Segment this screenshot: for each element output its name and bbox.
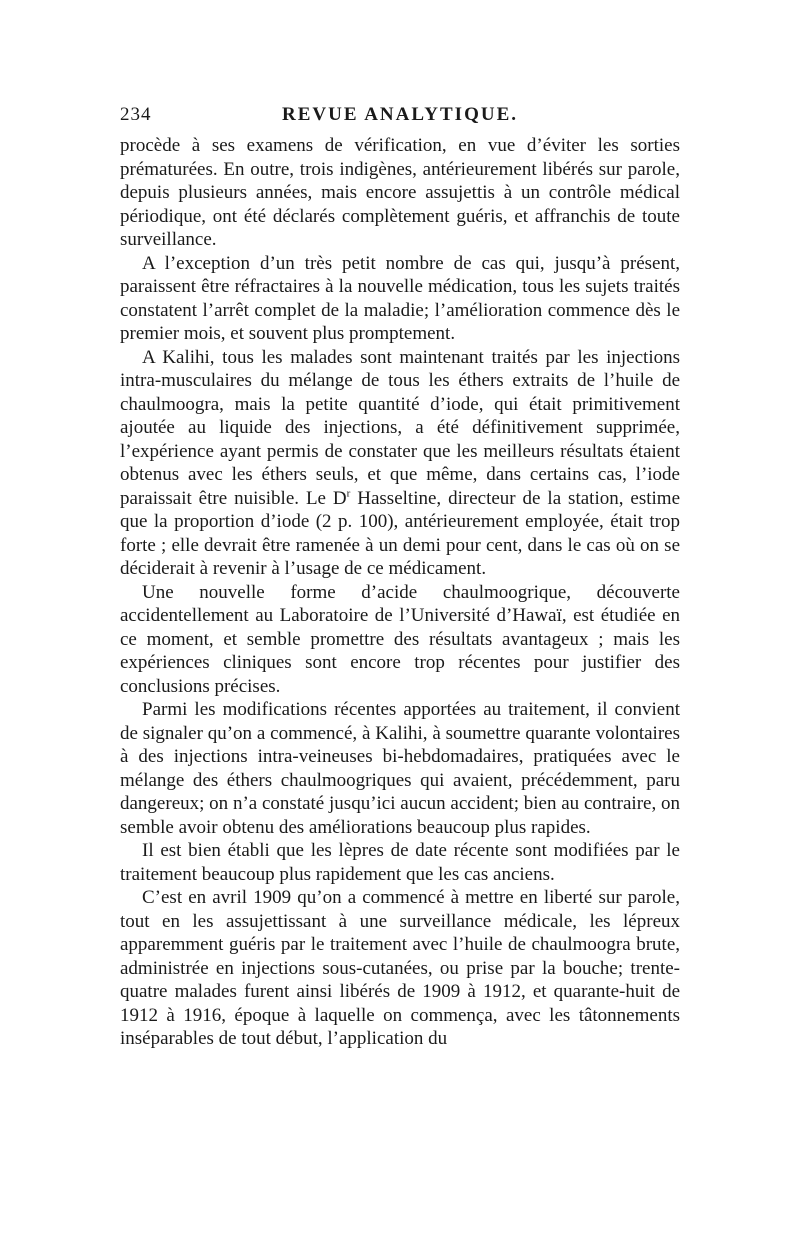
- body-text: [120, 134, 680, 1051]
- paragraph-3-part-1: A Kalihi, tous les malades sont maintenant traités par les injections intra-musculaires du mélange de tous les éthers extraits de l’huile de chaulmoogra, mais la petite quantité d’iode, qui était primitivement ajoutée au liquide des injections, a été définitivement supprimée, l’expérience ayant permis de constater que les meilleurs résultats étaient obtenus avec les éthers seuls, et que même, dans certains cas, l’iode paraissait être nuisible. Le D: [120, 346, 680, 509]
- paragraph-4: Une nouvelle forme d’acide chaulmoogrique, découverte accidentellement au Laboratoire de l’Université d’Hawaï, est étudiée en ce moment, et semble promettre des résultats avantageux ; mais les expériences cliniques sont encore trop récentes pour justifier des conclusions précises.: [120, 581, 680, 697]
- paragraph-5: Parmi les modifications récentes apportées au traitement, il convient de signaler qu’on a commencé, à Kalihi, à soumettre quarante volontaires à des injections intra-veineuses bi-hebdomadaires, pratiquées avec le mélange des éthers chaulmoogriques qui avaient, précédemment, paru dangereux; on n’a constaté jusqu’ici aucun accident; bien au contraire, on semble avoir obtenu des améliorations beaucoup plus rapides.: [120, 699, 680, 838]
- paragraph-1: procède à ses examens de vérification, en vue d’éviter les sorties prématurées. En outre, trois indigènes, antérieurement libérés sur parole, depuis plusieurs années, mais encore assujettis à un contrôle médical périodique, ont été déclarés complètement guéris, et affranchis de toute surveillance.: [120, 135, 680, 250]
- superscript-r: r: [346, 487, 351, 500]
- page-number: 234: [120, 104, 152, 125]
- running-title: REVUE ANALYTIQUE.: [281, 104, 518, 125]
- paragraph-6: Il est bien établi que les lèpres de date récente sont modifiées par le traitement beaucoup plus rapidement que les cas anciens.: [120, 840, 680, 885]
- paragraph-3: [120, 346, 680, 581]
- running-head: [120, 104, 680, 134]
- paragraph-3-part-2: Hasseltine, directeur de la station, estime que la proportion d’iode (2 p. 100), antérieurement employée, était trop forte ; elle devrait être ramenée à un demi pour cent, dans le cas où on se déciderait à revenir à l’usage de ce médicament.: [120, 487, 681, 579]
- paragraph-2: A l’exception d’un très petit nombre de cas qui, jusqu’à présent, paraissent être réfractaires à la nouvelle médication, tous les sujets traités constatent l’arrêt complet de la maladie; l’amélioration commence dès le premier mois, et souvent plus promptement.: [120, 252, 680, 344]
- document-page: [120, 104, 680, 1051]
- paragraph-7: C’est en avril 1909 qu’on a commencé à mettre en liberté sur parole, tout en les assujettissant à une surveillance médicale, les lépreux apparemment guéris par le traitement avec l’huile de chaulmoogra brute, administrée en injections sous-cutanées, ou prise par la bouche; trente-quatre malades furent ainsi libérés de 1909 à 1912, et quarante-huit de 1912 à 1916, époque à laquelle on commença, avec les tâtonnements inséparables de tout début, l’application du: [120, 887, 680, 1049]
